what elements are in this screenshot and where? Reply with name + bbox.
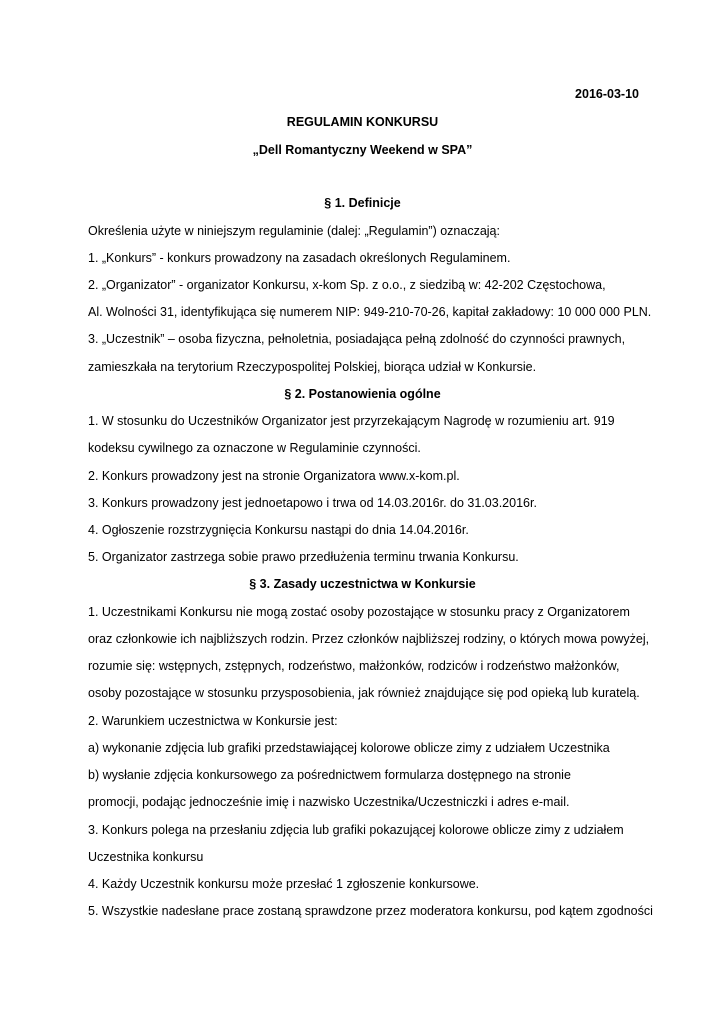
- paragraph-line: osoby pozostające w stosunku przysposobienia, jak również znajdujące się pod opieką lub kuratelą.: [88, 686, 640, 700]
- paragraph-line: promocji, podając jednocześnie imię i nazwisko Uczestnika/Uczestniczki i adres e-mail.: [88, 795, 570, 809]
- document-subtitle: „Dell Romantyczny Weekend w SPA”: [252, 143, 473, 157]
- paragraph-line: Określenia użyte w niniejszym regulaminie (dalej: „Regulamin”) oznaczają:: [88, 224, 500, 238]
- paragraph-line: 2. Konkurs prowadzony jest na stronie Organizatora www.x-kom.pl.: [88, 469, 460, 483]
- paragraph-line: 4. Każdy Uczestnik konkursu może przesłać 1 zgłoszenie konkursowe.: [88, 877, 480, 891]
- paragraph-line: 5. Wszystkie nadesłane prace zostaną sprawdzone przez moderatora konkursu, pod kątem zgodności: [88, 904, 653, 918]
- paragraph-line: 1. W stosunku do Uczestników Organizator jest przyrzekającym Nagrodę w rozumieniu art. 919: [88, 414, 615, 428]
- section-heading-definitions: § 1. Definicje: [324, 196, 401, 210]
- paragraph-line: 1. Uczestnikami Konkursu nie mogą zostać osoby pozostające w stosunku pracy z Organizatorem: [88, 605, 630, 619]
- paragraph-line: Uczestnika konkursu: [88, 850, 204, 864]
- paragraph-line: kodeksu cywilnego za oznaczone w Regulaminie czynności.: [88, 441, 421, 455]
- paragraph-line: b) wysłanie zdjęcia konkursowego za pośrednictwem formularza dostępnego na stronie: [88, 768, 571, 782]
- document-title: REGULAMIN KONKURSU: [286, 115, 439, 129]
- paragraph-line: 4. Ogłoszenie rozstrzygnięcia Konkursu nastąpi do dnia 14.04.2016r.: [88, 523, 469, 537]
- section-heading-general-provisions: § 2. Postanowienia ogólne: [284, 387, 441, 401]
- paragraph-line: 3. „Uczestnik” – osoba fizyczna, pełnoletnia, posiadająca pełną zdolność do czynności prawnych,: [88, 332, 626, 346]
- paragraph-line: 1. „Konkurs” - konkurs prowadzony na zasadach określonych Regulaminem.: [88, 251, 511, 265]
- paragraph-line: 3. Konkurs prowadzony jest jednoetapowo i trwa od 14.03.2016r. do 31.03.2016r.: [88, 496, 537, 510]
- paragraph-line: a) wykonanie zdjęcia lub grafiki przedstawiającej kolorowe oblicze zimy z udziałem Uczestnika: [88, 741, 610, 755]
- paragraph-line: rozumie się: wstępnych, zstępnych, rodzeństwo, małżonków, rodziców i rodzeństwo małżonków,: [88, 659, 620, 673]
- paragraph-line: 2. „Organizator” - organizator Konkursu, x-kom Sp. z o.o., z siedzibą w: 42-202 Częstochowa,: [88, 278, 606, 292]
- paragraph-line: 3. Konkurs polega na przesłaniu zdjęcia lub grafiki pokazującej kolorowe oblicze zimy z udziałem: [88, 823, 624, 837]
- section-heading-participation-rules: § 3. Zasady uczestnictwa w Konkursie: [249, 577, 476, 591]
- paragraph-line: Al. Wolności 31, identyfikująca się numerem NIP: 949-210-70-26, kapitał zakładowy: 10 000 000 PLN.: [88, 305, 652, 319]
- paragraph-line: zamieszkała na terytorium Rzeczypospolitej Polskiej, biorąca udział w Konkursie.: [88, 360, 537, 374]
- paragraph-line: oraz członkowie ich najbliższych rodzin. Przez członków najbliższej rodziny, o których mowa powyżej,: [88, 632, 650, 646]
- paragraph-line: 2. Warunkiem uczestnictwa w Konkursie jest:: [88, 714, 338, 728]
- paragraph-line: 5. Organizator zastrzega sobie prawo przedłużenia terminu trwania Konkursu.: [88, 550, 519, 564]
- document-date: 2016-03-10: [575, 87, 639, 101]
